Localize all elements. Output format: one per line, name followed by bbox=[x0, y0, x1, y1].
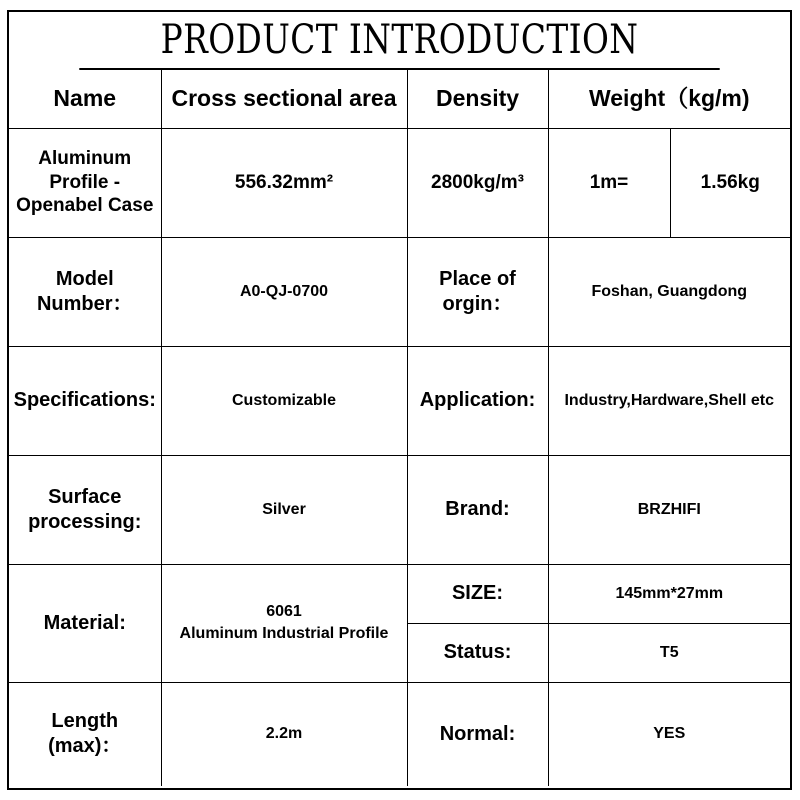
brand-value: BRZHIFI bbox=[548, 455, 790, 564]
spec-table bbox=[9, 70, 790, 786]
model-row bbox=[9, 237, 790, 346]
size-value: 145mm*27mm bbox=[548, 564, 790, 623]
header-name: Name bbox=[9, 70, 161, 128]
surface-row bbox=[9, 455, 790, 564]
application-value: Industry,Hardware,Shell etc bbox=[548, 346, 790, 455]
header-weight: Weight（kg/m) bbox=[548, 70, 790, 128]
weight-value: 1.56kg bbox=[670, 128, 790, 237]
specifications-row bbox=[9, 346, 790, 455]
normal-value: YES bbox=[548, 682, 790, 786]
specifications-value: Customizable bbox=[161, 346, 407, 455]
length-row bbox=[9, 682, 790, 786]
surface-value: Silver bbox=[161, 455, 407, 564]
brand-label: Brand: bbox=[407, 455, 548, 564]
material-row bbox=[9, 564, 790, 623]
model-label: Model Number： bbox=[9, 237, 161, 346]
application-label: Application: bbox=[407, 346, 548, 455]
material-value bbox=[161, 564, 407, 682]
length-label: Length (max)： bbox=[9, 682, 161, 786]
page-title: PRODUCT INTRODUCTION bbox=[79, 12, 719, 70]
product-name: Aluminum Profile - Openabel Case bbox=[9, 128, 161, 237]
material-grade: 6061 bbox=[266, 603, 302, 621]
origin-label: Place of orgin： bbox=[407, 237, 548, 346]
density-value: 2800kg/m³ bbox=[407, 128, 548, 237]
origin-value: Foshan, Guangdong bbox=[548, 237, 790, 346]
header-density: Density bbox=[407, 70, 548, 128]
cross-section-value: 556.32mm² bbox=[161, 128, 407, 237]
status-value: T5 bbox=[548, 623, 790, 682]
material-description: Aluminum Industrial Profile bbox=[179, 625, 389, 642]
header-row bbox=[9, 70, 790, 128]
size-label: SIZE: bbox=[407, 564, 548, 623]
length-unit: 1m= bbox=[548, 128, 670, 237]
specifications-label: Specifications: bbox=[9, 346, 161, 455]
model-value: A0-QJ-0700 bbox=[161, 237, 407, 346]
product-introduction-sheet bbox=[7, 10, 792, 790]
status-label: Status: bbox=[407, 623, 548, 682]
normal-label: Normal: bbox=[407, 682, 548, 786]
length-value: 2.2m bbox=[161, 682, 407, 786]
header-cross-section: Cross sectional area bbox=[161, 70, 407, 128]
product-row bbox=[9, 128, 790, 237]
surface-label: Surface processing: bbox=[9, 455, 161, 564]
material-label: Material: bbox=[9, 564, 161, 682]
